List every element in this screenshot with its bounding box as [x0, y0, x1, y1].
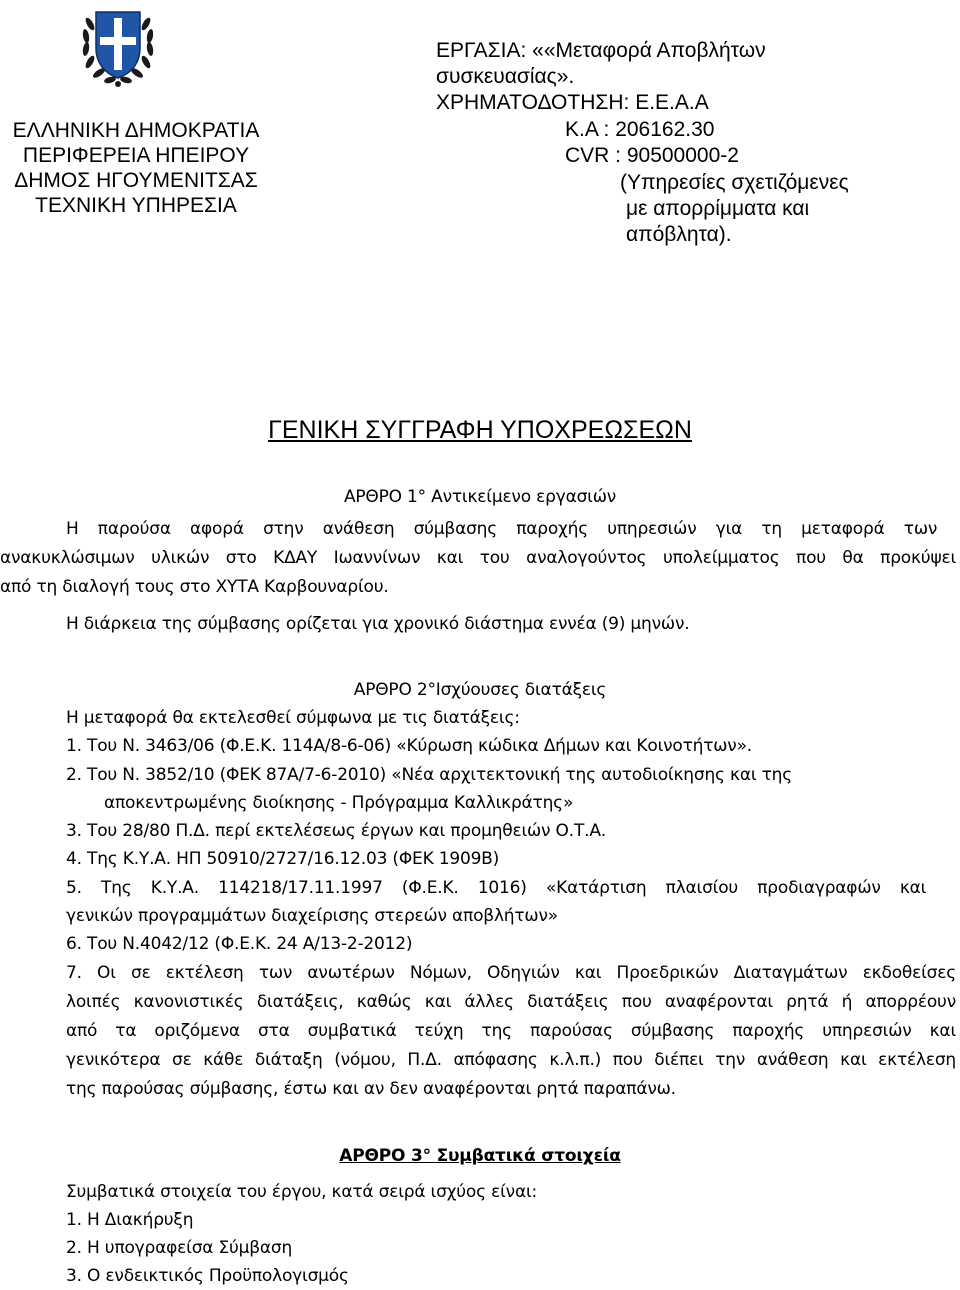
project-line-funding: ΧΡΗΜΑΤΟΔΟΤΗΣΗ: Ε.Ε.Α.Α [436, 91, 709, 114]
article-1-paragraph-line-1: Η παρούσα αφορά στην ανάθεση σύμβασης παροχής υπηρεσιών για τη μεταφορά των [66, 519, 938, 539]
document-title: ΓΕΝΙΚΗ ΣΥΓΓΡΑΦΗ ΥΠΟΧΡΕΩΣΕΩΝ [268, 416, 692, 444]
article-2-item-1: 1. Του Ν. 3463/06 (Φ.Ε.Κ. 114Α/8-6-06) «Κύρωση κώδικα Δήμων και Κοινοτήτων». [66, 736, 753, 756]
article-1-paragraph-line-2: ανακυκλώσιμων υλικών στο ΚΔΑΥ Ιωαννίνων και του αναλογούντος υπολείμματος που θα προκύψει [0, 548, 956, 568]
article-3-intro: Συμβατικά στοιχεία του έργου, κατά σειρά ισχύος είναι: [66, 1182, 538, 1202]
article-2-heading: ΑΡΘΡΟ 2°Ισχύουσες διατάξεις [353, 680, 607, 700]
article-2-item-7-line-1: 7. Οι σε εκτέλεση των ανωτέρων Νόμων, Οδηγιών και Προεδρικών Διαταγμάτων εκδοθείσες [66, 963, 956, 983]
article-2-item-3: 3. Του 28/80 Π.Δ. περί εκτελέσεως έργων και προμηθειών Ο.Τ.Α. [66, 821, 606, 841]
article-3-item-3: 3. Ο ενδεικτικός Προϋπολογισμός [66, 1266, 349, 1286]
project-line-ka: Κ.Α : 206162.30 [565, 118, 715, 141]
article-2-item-4: 4. Της Κ.Υ.Α. ΗΠ 50910/2727/16.12.03 (ΦΕΚ 1909Β) [66, 849, 500, 869]
issuer-line-region: ΠΕΡΙΦΕΡΕΙΑ ΗΠΕΙΡΟΥ [22, 144, 250, 167]
article-2-intro: Η μεταφορά θα εκτελεσθεί σύμφωνα με τις διατάξεις: [66, 708, 520, 728]
article-2-item-2-line-2: αποκεντρωμένης διοίκησης - Πρόγραμμα Καλλικράτης» [104, 793, 574, 813]
greek-coat-of-arms-emblem [80, 4, 156, 88]
project-line-cpv: CVR : 90500000-2 [565, 144, 739, 167]
article-3-heading: ΑΡΘΡΟ 3° Συμβατικά στοιχεία [339, 1146, 621, 1166]
article-3-item-2: 2. Η υπογραφείσα Σύμβαση [66, 1238, 293, 1258]
project-line-title: ΕΡΓΑΣΙΑ: ««Μεταφορά Αποβλήτων [436, 39, 766, 62]
issuer-block [0, 118, 272, 218]
article-2-item-7-line-3: από τα οριζόμενα στα συμβατικά τεύχη της παρούσας σύμβασης παροχής υπηρεσιών και [66, 1021, 956, 1041]
article-2-item-5-line-2: γενικών προγραμμάτων διαχείρισης στερεών αποβλήτων» [66, 906, 558, 926]
issuer-line-municipality: ΔΗΜΟΣ ΗΓΟΥΜΕΝΙΤΣΑΣ [14, 169, 258, 192]
project-line-desc1: (Υπηρεσίες σχετιζόμενες [620, 171, 849, 194]
article-3-item-1: 1. Η Διακήρυξη [66, 1210, 194, 1230]
issuer-line-country: ΕΛΛΗΝΙΚΗ ΔΗΜΟΚΡΑΤΙΑ [12, 119, 260, 142]
article-2-item-7-line-4: γενικότερα σε κάθε διάταξη (νόμου, Π.Δ. απόφασης κ.λ.π.) που διέπει την ανάθεση και εκτέλεση [66, 1050, 956, 1070]
article-1-heading: ΑΡΘΡΟ 1° Αντικείμενο εργασιών [343, 487, 617, 507]
article-1-paragraph-line-3: από τη διαλογή τους στο ΧΥΤΑ Καρβουναρίου. [0, 577, 389, 597]
article-2-item-2-line-1: 2. Του Ν. 3852/10 (ΦΕΚ 87Α/7-6-2010) «Νέα αρχιτεκτονική της αυτοδιοίκησης και της [66, 765, 792, 785]
article-1-duration: Η διάρκεια της σύμβασης ορίζεται για χρονικό διάστημα εννέα (9) μηνών. [66, 614, 690, 634]
article-2-item-7-line-5: της παρούσας σύμβασης, έστω και αν δεν αναφέρονται ρητά παραπάνω. [66, 1079, 676, 1099]
project-line-desc3: απόβλητα). [626, 223, 732, 246]
article-2-item-5-line-1: 5. Της Κ.Υ.Α. 114218/17.11.1997 (Φ.Ε.Κ. 1016) «Κατάρτιση πλαισίου προδιαγραφών και [66, 878, 927, 898]
issuer-line-department: ΤΕΧΝΙΚΗ ΥΠΗΡΕΣΙΑ [35, 194, 237, 217]
project-line-title-cont: συσκευασίας». [436, 65, 575, 88]
article-2-item-6: 6. Του Ν.4042/12 (Φ.Ε.Κ. 24 Α/13-2-2012) [66, 934, 413, 954]
project-line-desc2: με απορρίμματα και [626, 197, 810, 220]
article-2-item-7-line-2: λοιπές κανονιστικές διατάξεις, καθώς και άλλες διατάξεις που αναφέρονται ρητά ή απορρέουν [66, 992, 956, 1012]
